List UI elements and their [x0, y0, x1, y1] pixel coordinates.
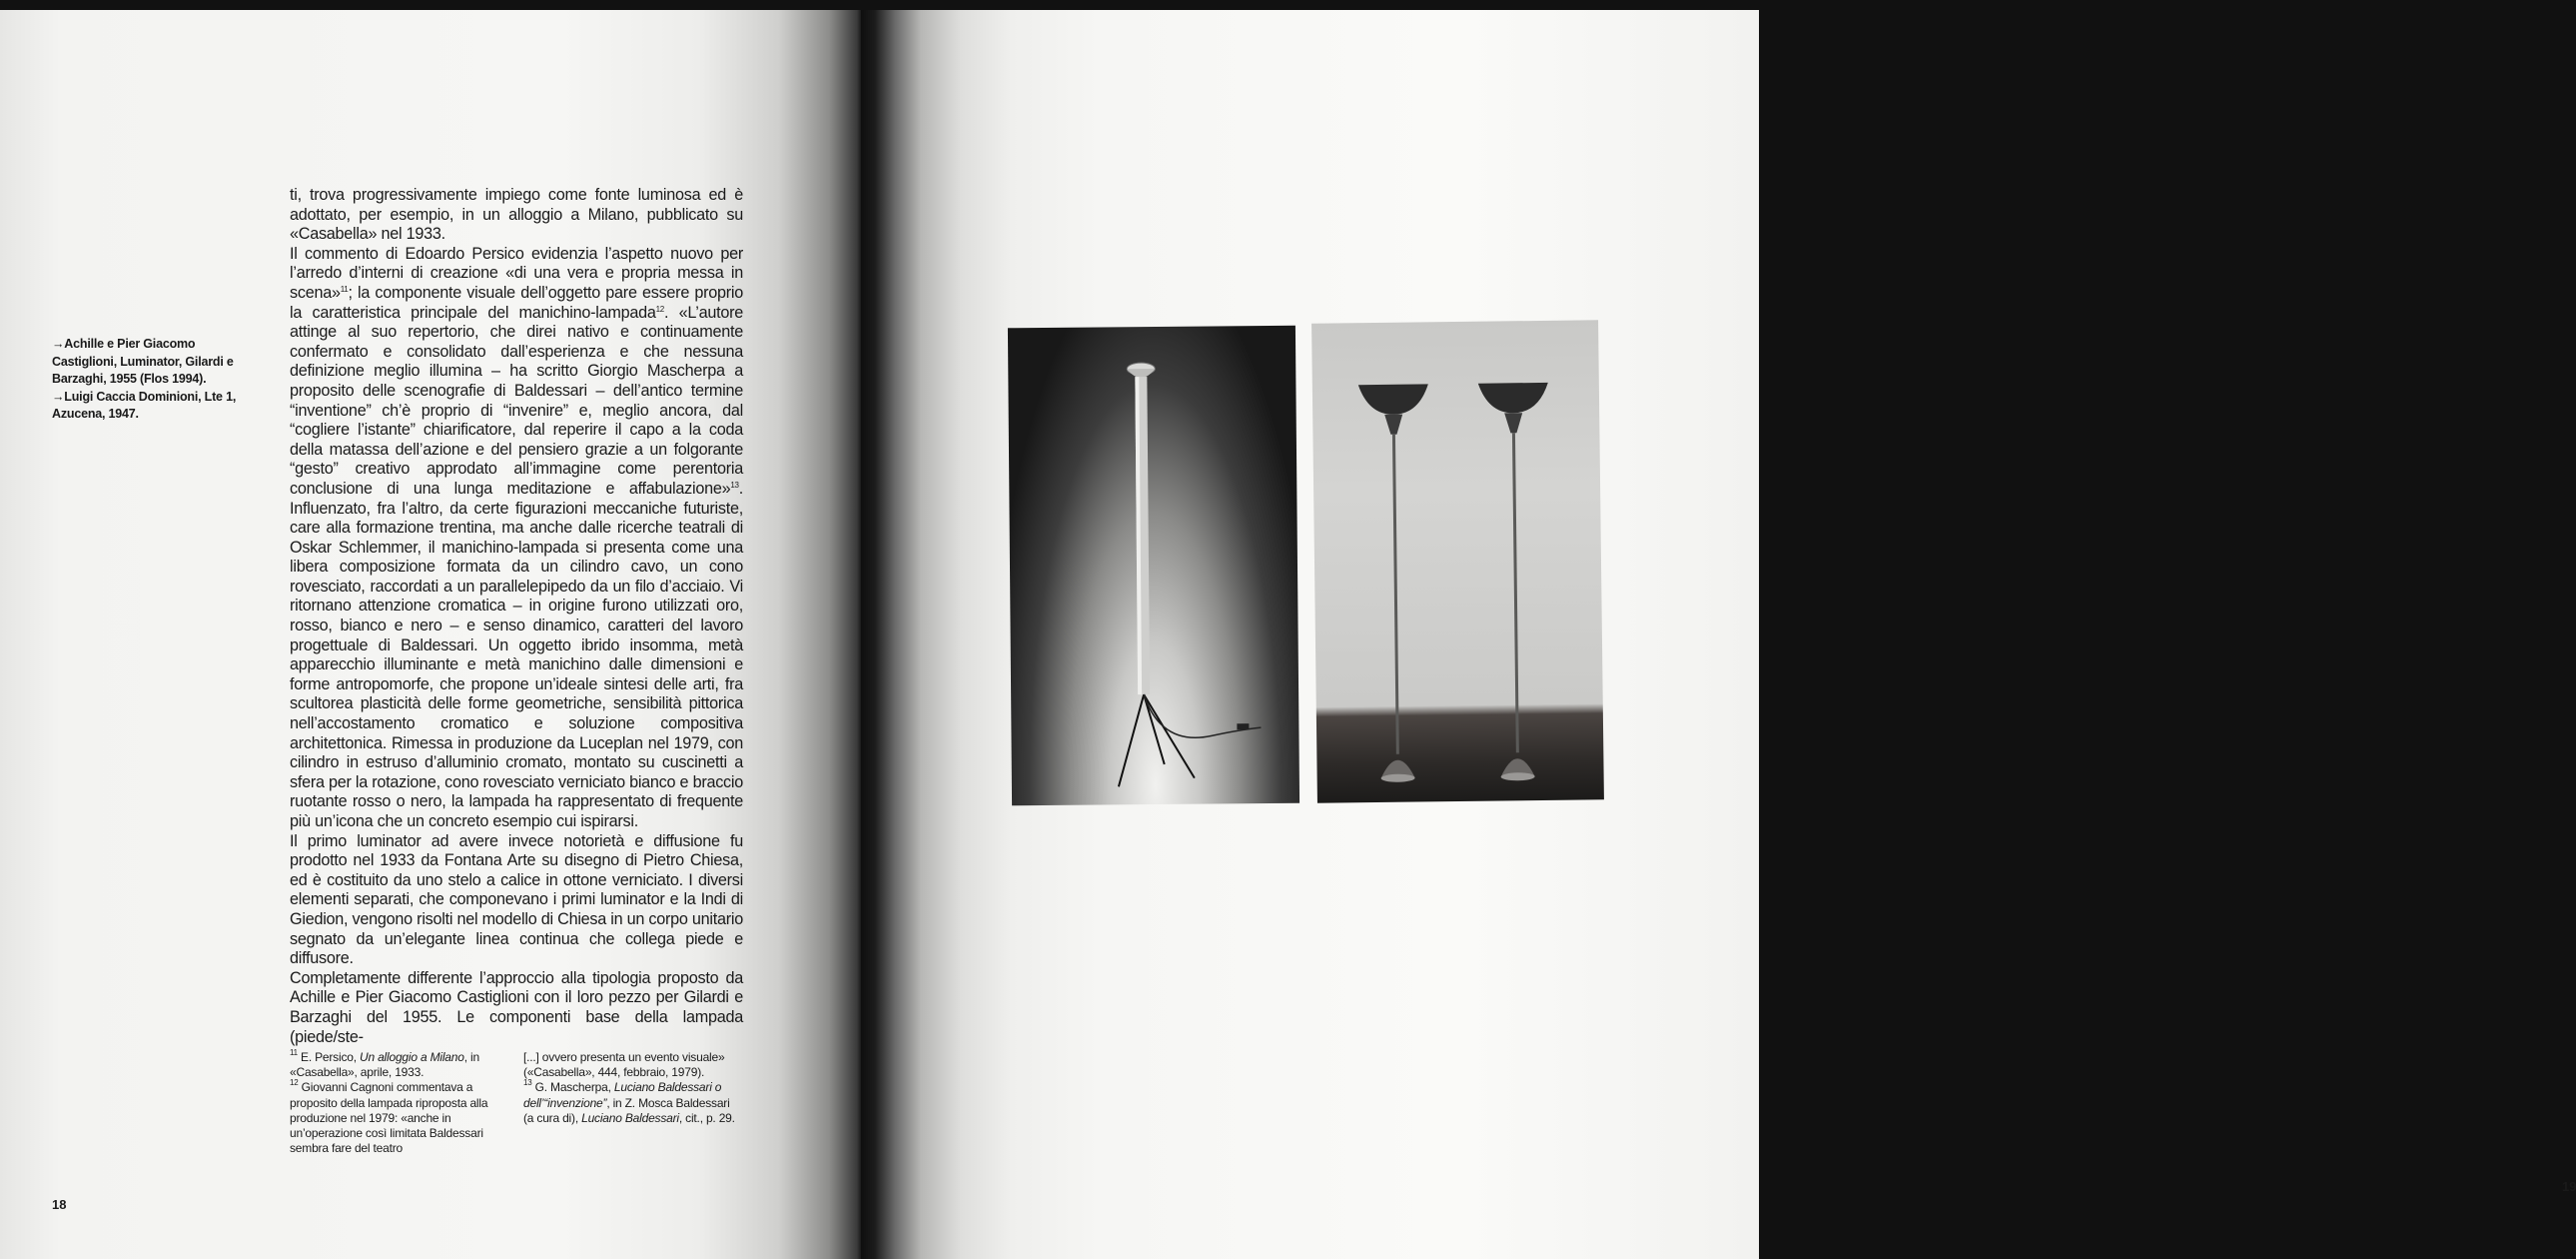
- footnote-number-13: 13: [523, 1078, 532, 1088]
- right-page: [861, 10, 2576, 1259]
- paragraph-2-part-c: . «L’autore attinge al suo repertorio, che direi nativo e continuamente confermato e consolidato dall’esperienza e che nessuna definizione meglio illumina – ha scritto Giorgio Mascherpa a proposito delle scenografie di Baldessari – dell’antico termine “inventione” ch’è proprio di “invenire” e, meglio ancora, dal “cogliere l’istante” chiarificatore, dal reperire il capo a la coda della matassa dell’azione e del pensiero grazie a un folgorante “gesto” creativo approdato all’immagine come perentoria conclusione di una lunga meditazione e affabulazione»: [290, 303, 743, 498]
- paragraph-4: Completamente differente l’approccio alla tipologia proposto da Achille e Pier Giacomo Castiglioni con il loro pezzo per Gilardi e Barzaghi del 1955. Le componenti base della lampada (piede/ste-: [290, 968, 743, 1046]
- left-page: [0, 10, 861, 1259]
- lamp-2-reflector: [1478, 383, 1548, 414]
- lamp-2-neck: [1504, 413, 1522, 433]
- footnote-11-title: Un alloggio a Milano: [360, 1050, 464, 1064]
- page-number-left: 18: [52, 1197, 67, 1212]
- luminator-lamp-illustration: [1008, 326, 1299, 805]
- footnotes-column-2: [523, 1050, 741, 1126]
- footnote-11-text-a: E. Persico,: [297, 1050, 360, 1064]
- paragraph-2-part-d: . Influenzato, fra l’altro, da certe figurazioni meccaniche futuriste, care alla formazione trentina, ma anche dalle ricerche teatrali di Oskar Schlemmer, il manichino-lampada si presenta come una libera composizione formata da un cilindro cavo, un cono rovesciato, raccordati a un parallelepipedo da un filo d’acciaio. Vi ritornano attenzione cromatica – in origine furono utilizzati oro, rosso, bianco e nero – e senso dinamico, caratteri del lavoro progettuale di Baldessari. Un oggetto ibrido insomma, metà apparecchio illuminante e metà manichino dalle dimensioni e forme antropomorfe, che propone un’ideale sintesi delle arti, fra scultorea plasticità delle forme geometriche, sensibilità pittorica nell’accostamento cromatico e soluzione compositiva architettonica. Rimessa in produzione da Luceplan nel 1979, con cilindro in estruso d’alluminio cromato, montato su cuscinetti a sfera per la rotazione, cono rovesciato verniciato bianco e braccio ruotante rosso o nero, la lampada ha rappresentato di frequente più un’icona che un concreto esempio cui ispirarsi.: [290, 479, 743, 830]
- paragraph-2: [290, 245, 743, 832]
- footnote-ref-13[interactable]: 13: [730, 480, 739, 490]
- footnote-12: [290, 1080, 507, 1156]
- footnote-12-text: Giovanni Cagnoni commentava a proposito della lampada riproposta alla produzione nel 1979: «anche in un’operazione così limitata Baldessari sembra fare del teatro: [290, 1080, 488, 1156]
- lamp-2-stem: [1512, 433, 1519, 752]
- paragraph-2-part-b: ; la componente visuale dell’oggetto pare essere proprio la caratteristica principale del manichino-lampada: [290, 283, 743, 322]
- paragraph-2-part-a: Il commento di Edoardo Persico evidenzia l’aspetto nuovo per l’arredo d’interni di creazione «di una vera e propria messa in scena»: [290, 244, 743, 302]
- footnote-12-continuation: [...] ovvero presenta un evento visuale» («Casabella», 444, febbraio, 1979).: [523, 1050, 725, 1080]
- footnote-11: [290, 1050, 507, 1080]
- tripod-leg-back: [1144, 694, 1165, 764]
- footnote-13-title: Luciano Baldessari o dell’“invenzione”: [523, 1080, 722, 1110]
- tripod-leg-right: [1144, 694, 1195, 778]
- footnote-11-text-b: , in «Casabella», aprile, 1933.: [290, 1050, 479, 1080]
- caption-line-1: →Achille e Pier Giacomo Castiglioni, Luminator, Gilardi e Barzaghi, 1955 (Flos 1994).: [52, 337, 234, 386]
- footnote-ref-12[interactable]: 12: [655, 304, 664, 314]
- tripod-leg-left: [1118, 694, 1145, 786]
- body-text: [290, 186, 743, 1047]
- footnote-13-text-a: G. Mascherpa,: [531, 1080, 614, 1095]
- lamp-1-neck: [1384, 415, 1402, 435]
- photo-luminator-lamp: [1008, 326, 1299, 805]
- photo-lte1-azucena-lamps: [1311, 320, 1604, 802]
- paragraph-3: Il primo luminator ad avere invece notorietà e diffusione fu prodotto nel 1933 da Fontana Arte su disegno di Pietro Chiesa, ed è costituito da uno stelo a calice in ottone verniciato. I diversi elementi separati, che componevano i primi luminator e la Indi di Giedion, vengono risolti nel modello di Chiesa in un corpo unitario segnato da un’elegante linea continua che collega piede e diffusore.: [290, 831, 743, 968]
- footnote-13: [523, 1080, 741, 1126]
- paragraph-1: ti, trova progressivamente impiego come fonte luminosa ed è adottato, per esempio, in un alloggio a Milano, pubblicato su «Casabella» nel 1933.: [290, 186, 743, 244]
- footnote-number-11: 11: [290, 1048, 298, 1057]
- footnote-number-12: 12: [290, 1078, 299, 1088]
- azucena-lamps-illustration: [1311, 320, 1604, 802]
- footnote-13-title-2: Luciano Baldessari: [581, 1110, 679, 1125]
- image-caption: [52, 336, 262, 424]
- cable-switch: [1237, 723, 1249, 729]
- page-number-right: 19: [2562, 1179, 2576, 1194]
- footnote-ref-11[interactable]: 11: [340, 284, 349, 294]
- caption-line-2: →Luigi Caccia Dominioni, Lte 1, Azucena, 1947.: [52, 389, 237, 421]
- lamp-1-reflector: [1358, 384, 1428, 415]
- footnote-13-text-b: , in Z. Mosca Baldessari (a cura di),: [523, 1095, 730, 1125]
- footnotes-column-1: [290, 1050, 507, 1156]
- power-cable: [1144, 693, 1261, 738]
- lamp-1-stem: [1392, 435, 1399, 754]
- footnote-13-text-c: , cit., p. 29.: [678, 1110, 735, 1125]
